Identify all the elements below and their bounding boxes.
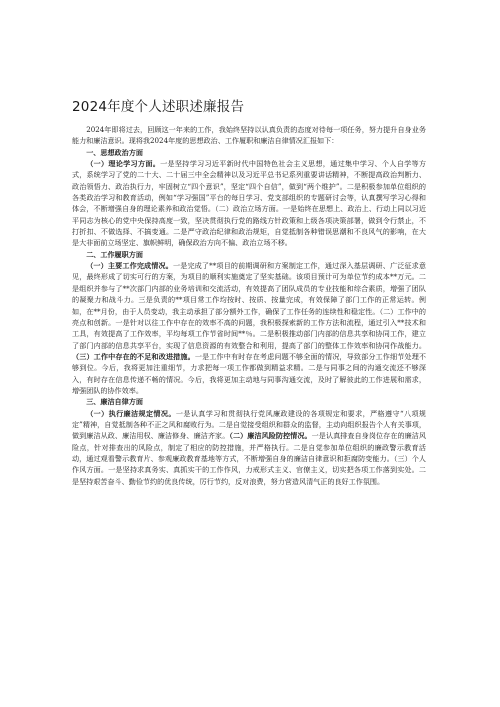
paragraph-text: 一是针对以往工作中存在的效率不高的问题，我积极探索新的工作方法和流程，通过引入**技术和工具，有效提高了工作效率，平均每项工作节省时间**％。二是积极推动部门内部的信息共享和协同工作，建立了部门内部的信息共享平台，实现了信息资源的有效整合和利用，提高了部门的整体工作效率和协同作战能力。 [72, 317, 427, 350]
document-body [72, 124, 426, 487]
section-political-paragraph [72, 158, 426, 249]
paragraph-text: 一是坚持求真务实、真抓实干的工作作风，力戒形式主义、官僚主义，切实把各项工作落到实处。二是坚持艰苦奋斗、勤俭节约的优良传统，厉行节约，反对浪费，努力营造风清气正的良好工作氛围。 [72, 465, 427, 486]
subheading-theory-study: （一）理论学习方面。 [86, 159, 161, 169]
intro-paragraph: 2024年即将过去，回顾这一年来的工作，我始终坚持以认真负责的态度对待每一项任务，努力提升自身业务能力和廉洁意识。现将我2024年度的思想政治、工作履职和廉洁自律情况汇报如下： [72, 125, 426, 146]
subheading-highlights: （二）工作中的亮点和创新。 [72, 306, 427, 327]
subheading-integrity-rules: （一）执行廉洁规定情况。 [86, 408, 176, 418]
section-heading-integrity: 三、廉洁自律方面 [86, 397, 143, 407]
section-duty-paragraph [72, 260, 426, 396]
document-title: 2024年度个人述职述廉报告 [72, 99, 245, 115]
paragraph-text: 一是认真学习和贯彻执行党风廉政建设的各项规定和要求，严格遵守“八项规定”精神，自觉抵制各种不正之风和腐败行为。二是自觉接受组织和群众的监督，主动向组织报告个人有关事项，做到廉洁从政、廉洁用权、廉洁修身、廉洁齐家。 [72, 408, 427, 441]
paragraph-text: 一是完成了**项目的前期调研和方案制定工作，通过深入基层调研、广泛征求意见，最终形成了切实可行的方案，为项目的顺利实施奠定了坚实基础。该项目预计可为单位节约成本**万元。二是组织并参与了**次部门内部的业务培训和交流活动，有效提高了团队成员的专业技能和综合素质，增强了团队的凝聚力和战斗力。三是负责的**项目常工作均按时、按质、按量完成，有效保障了部门工作的正常运转。例如，在**月份，由于人员变动，我主动承担了部分额外工作，确保了工作任务的连续性和稳定性。 [72, 261, 426, 316]
subheading-risk-control: （二）廉洁风险防控情况。 [229, 431, 312, 441]
paragraph-text: 一是认真排查自身岗位存在的廉洁风险点，针对排查出的风险点，制定了相应的防控措施，并严格执行。二是自觉参加单位组织的廉政警示教育活动，通过观看警示教育片、参观廉政教育基地等方式，不断增强自身的廉洁自律意识和拒腐防变能力。 [72, 431, 427, 463]
paragraph-text: 一是坚持学习习近平新时代中国特色社会主义思想，通过集中学习、个人自学等方式，系统学习了党的二十大、二十届三中全会精神以及习近平总书记系列重要讲话精神，不断提高政治判断力、政治领悟力、政治执行力，牢固树立“四个意识”，坚定“四个自信”，做到“两个维护”。二是积极参加单位组织的各类政治学习和教育活动，例如“学习强国”平台的每日学习、党支部组织的专题研讨会等，认真撰写学习心得和体会，不断增强自身的理论素养和政治觉悟。 [72, 159, 426, 214]
subheading-shortcomings: （三）工作中存在的不足和改进措施。 [72, 351, 195, 361]
paragraph-text: 一是工作中有时存在考虑问题不够全面的情况，导致部分工作细节处理不够到位。今后，我将更加注重细节，力求把每一项工作都做到精益求精。二是与同事之间的沟通交流还不够深入，有时存在信息传递不畅的情况。今后，我将更加主动地与同事沟通交流，及时了解彼此的工作进展和需求，增强团队的协作效率。 [72, 351, 427, 395]
section-integrity-paragraph [72, 408, 426, 487]
section-heading-duty: 二、工作履职方面 [86, 249, 143, 259]
subheading-main-work: （一）主要工作完成情况。 [86, 261, 173, 271]
section-heading-political: 一、思想政治方面 [86, 147, 143, 157]
subheading-political-stance: （二）政治立场方面。 [215, 204, 284, 214]
subheading-personal-style: （三）个人作风方面。 [72, 453, 426, 475]
paragraph-text: 一是始终在思想上、政治上、行动上同以习近平同志为核心的党中央保持高度一致，坚决贯彻执行党的路线方针政策和上级各项决策部署，做到令行禁止，不打折扣、不做选择、不搞变通。二是严守政治纪律和政治规矩，自觉抵制各种错误思潮和不良风气的影响，在大是大非面前立场坚定、旗帜鲜明，确保政治方向不偏、政治立场不移。 [72, 204, 427, 248]
